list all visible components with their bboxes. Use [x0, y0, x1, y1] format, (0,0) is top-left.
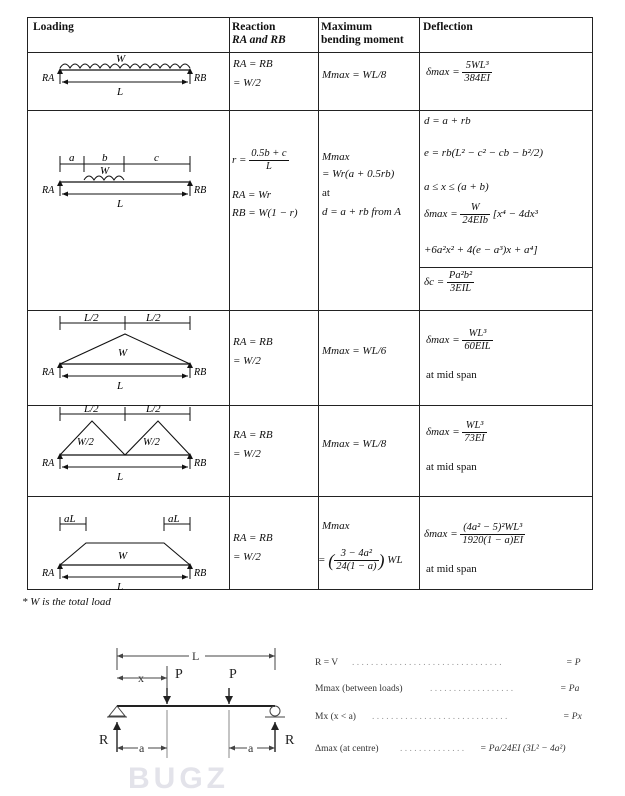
bottom-r2-label: R	[285, 733, 295, 748]
row2-reaction-rb: RB = W(1 − r)	[232, 207, 298, 219]
row5-reaction-line2: = W/2	[233, 551, 261, 563]
trap-al1-label: aL	[64, 513, 76, 525]
formula-mmax-value: = Pa	[560, 684, 580, 694]
row3-moment: Mmax = WL/6	[322, 345, 387, 357]
row3-reaction-line1: RA = RB	[233, 336, 273, 348]
trap-l-label: L	[117, 581, 124, 593]
dtri-rb-label: RB	[194, 458, 207, 469]
two-point-load-diagram	[95, 640, 310, 770]
row2-moment-line2: = Wr(a + 0.5rb)	[322, 168, 395, 180]
row4-moment: Mmax = WL/8	[322, 438, 387, 450]
udl-beam-diagram	[28, 52, 228, 110]
dtri-w1-label: W/2	[77, 437, 94, 448]
row2-deflection-e: e = rb(L² − c² − cb − b²/2)	[424, 147, 544, 159]
pudl-b-label: b	[102, 152, 108, 164]
bottom-x-label: x	[138, 671, 144, 685]
bottom-l-label: L	[192, 649, 200, 663]
header-loading: Loading	[33, 21, 74, 33]
dtri-l-label: L	[117, 471, 124, 483]
row2-moment-line1: Mmax	[322, 151, 350, 163]
total-load-note: * W is the total load	[22, 596, 111, 608]
row1-deflection: δmax = $\frac{\text{5WL³}}{384EI}$	[426, 60, 491, 84]
row5-moment-top: Mmax	[322, 520, 350, 532]
tri-half1-label: L/2	[84, 312, 99, 324]
row4-deflection: δmax = $\frac{\text{WL³}}{73EI}$	[426, 420, 485, 444]
formula-delta-label: Δmax (at centre)	[315, 744, 379, 754]
tri-ra-label: RA	[42, 367, 55, 378]
row4-reaction-line1: RA = RB	[233, 429, 273, 441]
partial-udl-beam-diagram	[28, 150, 228, 220]
pudl-a-label: a	[69, 152, 75, 164]
dtri-ra-label: RA	[42, 458, 55, 469]
row3-reaction-line2: = W/2	[233, 355, 261, 367]
udl-l-label: L	[117, 86, 124, 98]
row3-deflection-note: at mid span	[426, 369, 477, 381]
row2-moment-line4: d = a + rb from A	[322, 206, 402, 218]
trap-rb-label: RB	[194, 568, 207, 579]
dtri-w2-label: W/2	[143, 437, 160, 448]
header-reaction: Reaction RA and RB	[232, 21, 286, 46]
tri-rb-label: RB	[194, 367, 207, 378]
row2-deflection-dc: δc = $\frac{\text{Pa²b²}}{\text{3EIL}}$	[424, 270, 473, 294]
header-deflection: Deflection	[423, 21, 473, 33]
tri-w-label: W	[118, 347, 128, 359]
row4-reaction-line2: = W/2	[233, 448, 261, 460]
row2-reaction-r: r = $\frac{0.5b + c}{L}$	[232, 148, 287, 172]
pudl-c-label: c	[154, 152, 159, 164]
bottom-a1-label: a	[139, 741, 145, 755]
formula-r-label: R = V	[315, 658, 339, 668]
formula-delta-value: = Pa/24EI (3L² − 4a²)	[480, 744, 566, 754]
row2-moment-line3: at	[322, 187, 330, 199]
triangular-beam-diagram	[28, 312, 228, 392]
udl-w-label: W	[116, 53, 126, 65]
row3-deflection: δmax = $\frac{\text{WL³}}{\text{60EIL}}$	[426, 328, 491, 352]
bottom-r1-label: R	[99, 733, 109, 748]
row5-moment-formula: = ( $\frac{\text{3 − 4a²}}{24(1 - a)}$ ) WL	[318, 548, 403, 572]
row1-reaction-line1: RA = RB	[233, 58, 273, 70]
tri-half2-label: L/2	[146, 312, 161, 324]
pudl-l-label: L	[117, 198, 124, 210]
bottom-p1-label: P	[175, 667, 183, 682]
formula-r-value: = P	[566, 658, 581, 668]
formula-mx-value: = Px	[563, 712, 582, 722]
row1-reaction-line2: = W/2	[233, 77, 261, 89]
double-triangle-beam-diagram	[28, 403, 228, 483]
trap-w-label: W	[118, 550, 128, 562]
formula-mmax-label: Mmax (between loads)	[315, 684, 403, 694]
row2-deflection-dmax: δmax = $\frac{W}{\text{24EIb}}$ [x⁴ − 4dx³	[424, 202, 538, 226]
trap-al2-label: aL	[168, 513, 180, 525]
header-moment: Maximum bending moment	[321, 21, 404, 46]
pudl-ra-label: RA	[42, 185, 55, 196]
dtri-half2-label: L/2	[146, 403, 161, 415]
row5-deflection: δmax = $\frac{\text{(4a² − 5)²WL³}}{1920(1 - a)EI}$	[424, 522, 524, 546]
bottom-a2-label: a	[248, 741, 254, 755]
trap-ra-label: RA	[42, 568, 55, 579]
dtri-half1-label: L/2	[84, 403, 99, 415]
row1-moment: Mmax = WL/8	[322, 69, 387, 81]
watermark: BUGZ	[128, 762, 229, 795]
udl-rb-label: RB	[194, 73, 207, 84]
pudl-w-label: W	[100, 165, 110, 177]
trapezoidal-beam-diagram	[28, 513, 228, 593]
udl-ra-label: RA	[42, 73, 55, 84]
bottom-p2-label: P	[229, 667, 237, 682]
tri-l-label: L	[117, 380, 124, 392]
formula-mx-label: Mx (x < a)	[315, 712, 356, 722]
pudl-rb-label: RB	[194, 185, 207, 196]
row2-deflection-d: d = a + rb	[424, 115, 471, 127]
row5-reaction-line1: RA = RB	[233, 532, 273, 544]
row2-deflection-dmax-cont: +6a²x² + 4(e − a³)x + a⁴]	[424, 244, 538, 256]
row5-deflection-note: at mid span	[426, 563, 477, 575]
row2-reaction-ra: RA = Wr	[232, 189, 271, 201]
row2-deflection-range: a ≤ x ≤ (a + b)	[424, 181, 489, 193]
row4-deflection-note: at mid span	[426, 461, 477, 473]
